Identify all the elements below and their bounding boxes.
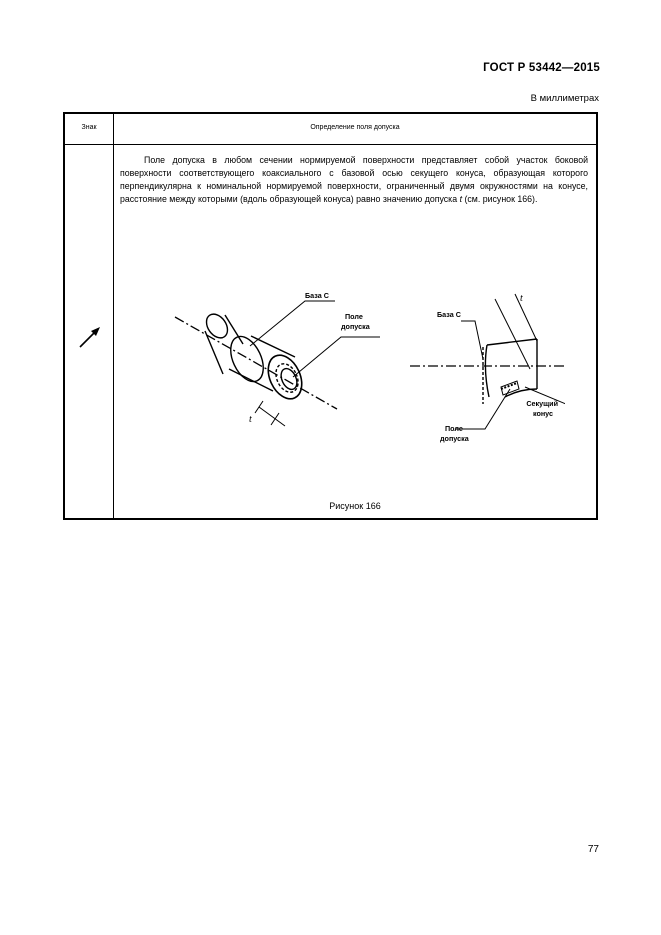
figure-166 (165, 289, 565, 449)
document-header: ГОСТ Р 53442—2015 (483, 62, 600, 74)
definition-tail: (см. рисунок 166). (462, 194, 538, 204)
definition-main: Поле допуска в любом сечении нормируемой поверхности представляет собой участок боковой поверхности соответствующего коаксиального с базовой осью секущего конуса, образующая которого перпендикулярна к номинальной нормируемой поверхности, ограниченный двумя окружностями на конусе, расстояние между которыми (вдоль образующей конуса) равно значению допуска (120, 155, 588, 204)
left-zone-label-2: допуска (341, 322, 370, 331)
definition-text (120, 154, 588, 206)
table-header-row (65, 114, 596, 145)
definition-table (63, 112, 598, 520)
page-number: 77 (587, 844, 599, 855)
column-header-sign: Знак (81, 124, 97, 131)
left-base-label: База С (305, 291, 329, 300)
oblique-arrow-icon (77, 324, 103, 350)
column-header-definition: Определение поля допуска (310, 124, 400, 131)
right-zone-label-2: допуска (440, 434, 469, 443)
right-cone-label-2: конус (532, 409, 553, 418)
right-zone-label-1: Поле (445, 424, 463, 433)
right-base-label: База С (437, 310, 461, 319)
column-divider (113, 114, 114, 518)
left-t-label: t (249, 414, 252, 425)
figure-caption: Рисунок 166 (329, 501, 381, 511)
right-t-label: t (520, 293, 523, 304)
right-cone-label-1: Секущий (526, 399, 558, 408)
definition-var: t (459, 194, 463, 204)
left-zone-label-1: Поле (345, 312, 363, 321)
units-note: В миллиметрах (530, 93, 599, 104)
